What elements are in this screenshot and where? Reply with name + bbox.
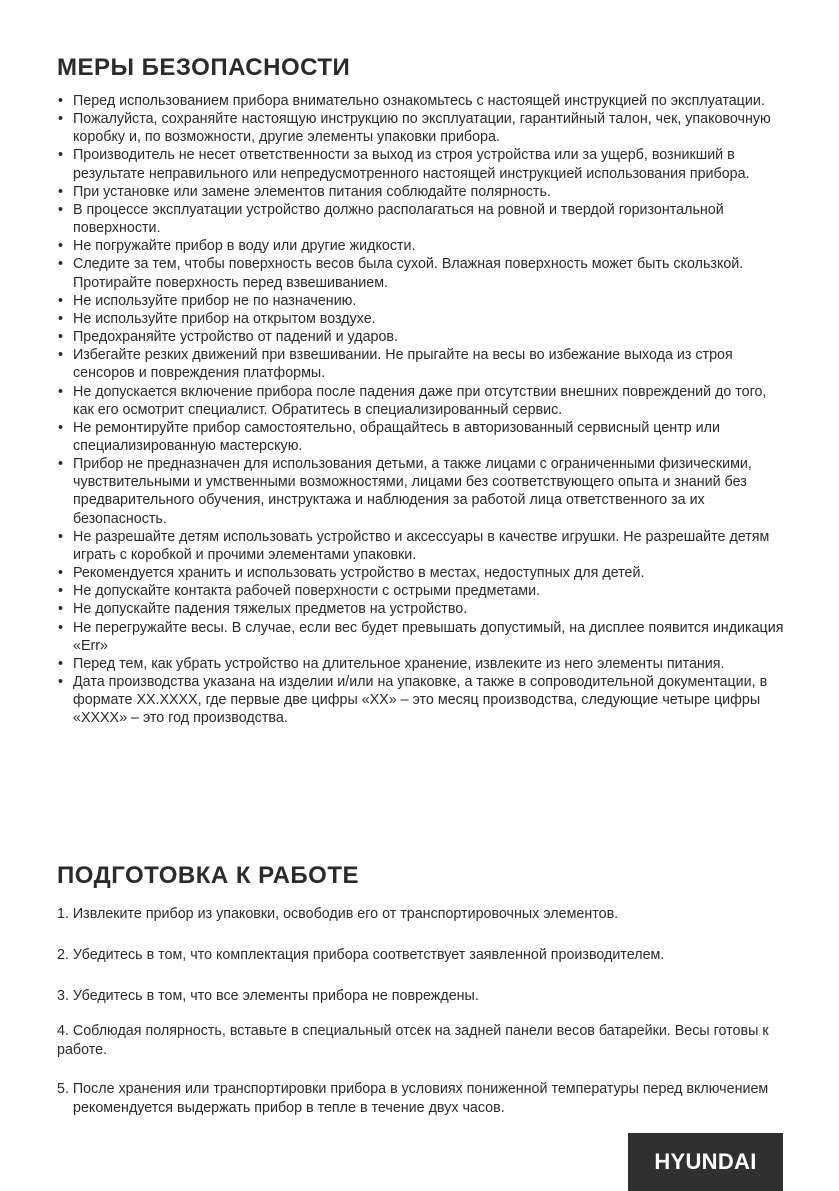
step-item: 4. Соблюдая полярность, вставьте в специальный отсек на задней панели весов батарейки. Весы готовы к работе.: [57, 1023, 769, 1058]
step-item: 2. Убедитесь в том, что комплектация прибора соответствует заявленной производителем.: [57, 947, 665, 963]
list-item: • Дата производства указана на изделии и/или на упаковке, а также в сопроводительной документации, в формате XX.XXXX, где первые две цифры «XX» – это месяц производства, следующие четыре цифры «XXXX» – это год производства.: [57, 673, 789, 727]
step-item: 3. Убедитесь в том, что все элементы прибора не повреждены.: [57, 988, 479, 1004]
list-item: • Не погружайте прибор в воду или другие жидкости.: [57, 237, 789, 255]
safety-list: [57, 92, 789, 727]
list-item: • Пожалуйста, сохраняйте настоящую инструкцию по эксплуатации, гарантийный талон, чек, упаковочную коробку и, по возможности, другие элементы упаковки прибора.: [57, 110, 789, 146]
list-item: • Перед использованием прибора внимательно ознакомьтесь с настоящей инструкцией по эксплуатации.: [57, 92, 789, 110]
list-item: • Не допускайте контакта рабочей поверхности с острыми предметами.: [57, 582, 789, 600]
list-item: • Рекомендуется хранить и использовать устройство в местах, недоступных для детей.: [57, 564, 789, 582]
list-item: • Перед тем, как убрать устройство на длительное хранение, извлеките из него элементы питания.: [57, 655, 789, 673]
list-item: • Предохраняйте устройство от падений и ударов.: [57, 328, 789, 346]
list-item: • При установке или замене элементов питания соблюдайте полярность.: [57, 183, 789, 201]
preparation-section-title: ПОДГОТОВКА К РАБОТЕ: [57, 862, 359, 889]
list-item: • Следите за тем, чтобы поверхность весов была сухой. Влажная поверхность может быть скользкой. Протирайте поверхность перед взвешиванием.: [57, 255, 789, 291]
list-item: • Производитель не несет ответственности за выход из строя устройства или за ущерб, возникший в результате неправильного или непредусмотренного настоящей инструкцией использования прибора.: [57, 146, 789, 182]
step-item: 5. После хранения или транспортировки прибора в условиях пониженной температуры перед включением рекомендуется выдержать прибор в тепле в течение двух часов.: [57, 1081, 769, 1116]
list-item: • Не допускается включение прибора после падения даже при отсутствии внешних повреждений до того, как его осмотрит специалист. Обратитесь в специализированный сервис.: [57, 383, 789, 419]
safety-section-title: МЕРЫ БЕЗОПАСНОСТИ: [57, 54, 351, 81]
step-item: 1. Извлеките прибор из упаковки, освободив его от транспортировочных элементов.: [57, 906, 619, 922]
hyundai-logo: HYUNDAI: [628, 1133, 783, 1191]
list-item: • Не используйте прибор на открытом воздухе.: [57, 310, 789, 328]
list-item: • Не используйте прибор не по назначению.: [57, 292, 789, 310]
list-item: • Не допускайте падения тяжелых предметов на устройство.: [57, 600, 789, 618]
list-item: • Избегайте резких движений при взвешивании. Не прыгайте на весы во избежание выхода из строя сенсоров и повреждения платформы.: [57, 346, 789, 382]
list-item: • В процессе эксплуатации устройство должно располагаться на ровной и твердой горизонтальной поверхности.: [57, 201, 789, 237]
list-item: • Не разрешайте детям использовать устройство и аксессуары в качестве игрушки. Не разрешайте детям играть с коробкой и прочими элементами упаковки.: [57, 528, 789, 564]
list-item: • Прибор не предназначен для использования детьми, а также лицами с ограниченными физическими, чувствительными и умственными возможностями, лицами без соответствующего опыта и знаний без предварительного обучения, инструктажа и наблюдения за работой лица ответственного за их безопасность.: [57, 455, 789, 528]
list-item: • Не ремонтируйте прибор самостоятельно, обращайтесь в авторизованный сервисный центр или специализированную мастерскую.: [57, 419, 789, 455]
list-item: • Не перегружайте весы. В случае, если вес будет превышать допустимый, на дисплее появится индикация «Err»: [57, 619, 789, 655]
